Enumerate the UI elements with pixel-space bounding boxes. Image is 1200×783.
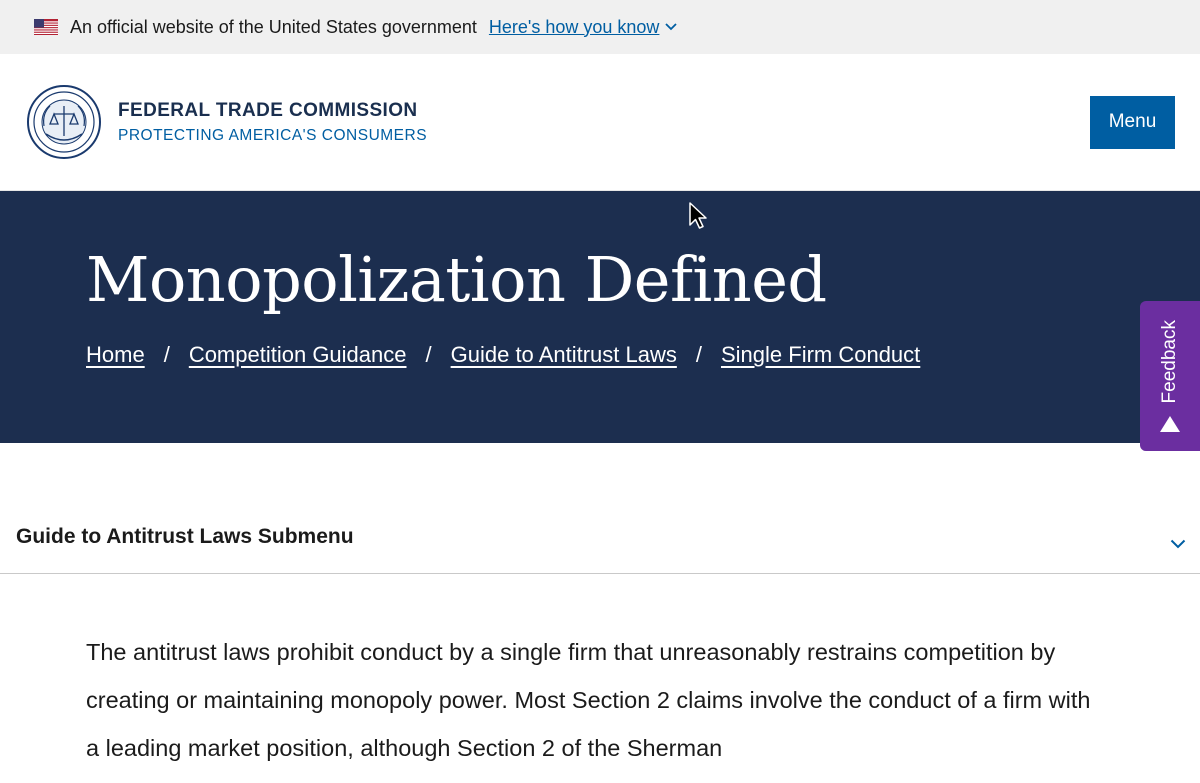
us-flag-icon [34,19,58,35]
how-you-know-link[interactable] [489,17,678,38]
breadcrumb-separator: / [163,342,170,367]
page-hero [0,191,1200,443]
feedback-label: Feedback [1159,320,1180,404]
breadcrumb-home[interactable]: Home [86,342,145,367]
chevron-down-icon [1170,539,1186,549]
submenu-title: Guide to Antitrust Laws Submenu [16,525,354,548]
breadcrumb [86,342,1114,368]
menu-button[interactable]: Menu [1090,96,1175,149]
antitrust-submenu-toggle[interactable] [0,443,1200,574]
gov-banner-text: An official website of the United States government [70,16,477,37]
site-header [0,54,1200,191]
brand-home-link[interactable] [26,84,427,160]
main-content [0,574,1200,772]
breadcrumb-guide-to-antitrust-laws[interactable]: Guide to Antitrust Laws [450,342,677,367]
breadcrumb-separator: / [695,342,702,367]
mouse-cursor-icon [688,201,708,231]
triangle-up-icon [1160,416,1180,432]
breadcrumb-separator: / [425,342,432,367]
chevron-down-icon [665,23,677,31]
gov-banner [0,0,1200,54]
ftc-seal-icon [26,84,102,160]
body-paragraph: The antitrust laws prohibit conduct by a single firm that unreasonably restrains competition by creating or maintaining monopoly power. Most Section 2 claims involve the conduct of a firm with a leading market position, although Section 2 of the Sherman [86,639,1091,761]
page-title: Monopolization Defined [86,243,827,316]
breadcrumb-single-firm-conduct[interactable]: Single Firm Conduct [720,342,921,367]
site-tagline: PROTECTING AMERICA'S CONSUMERS [118,126,428,144]
feedback-tab[interactable] [1140,301,1200,451]
site-title: FEDERAL TRADE COMMISSION [118,99,418,121]
how-you-know-label: Here's how you know [488,16,660,37]
breadcrumb-competition-guidance[interactable]: Competition Guidance [188,342,407,367]
